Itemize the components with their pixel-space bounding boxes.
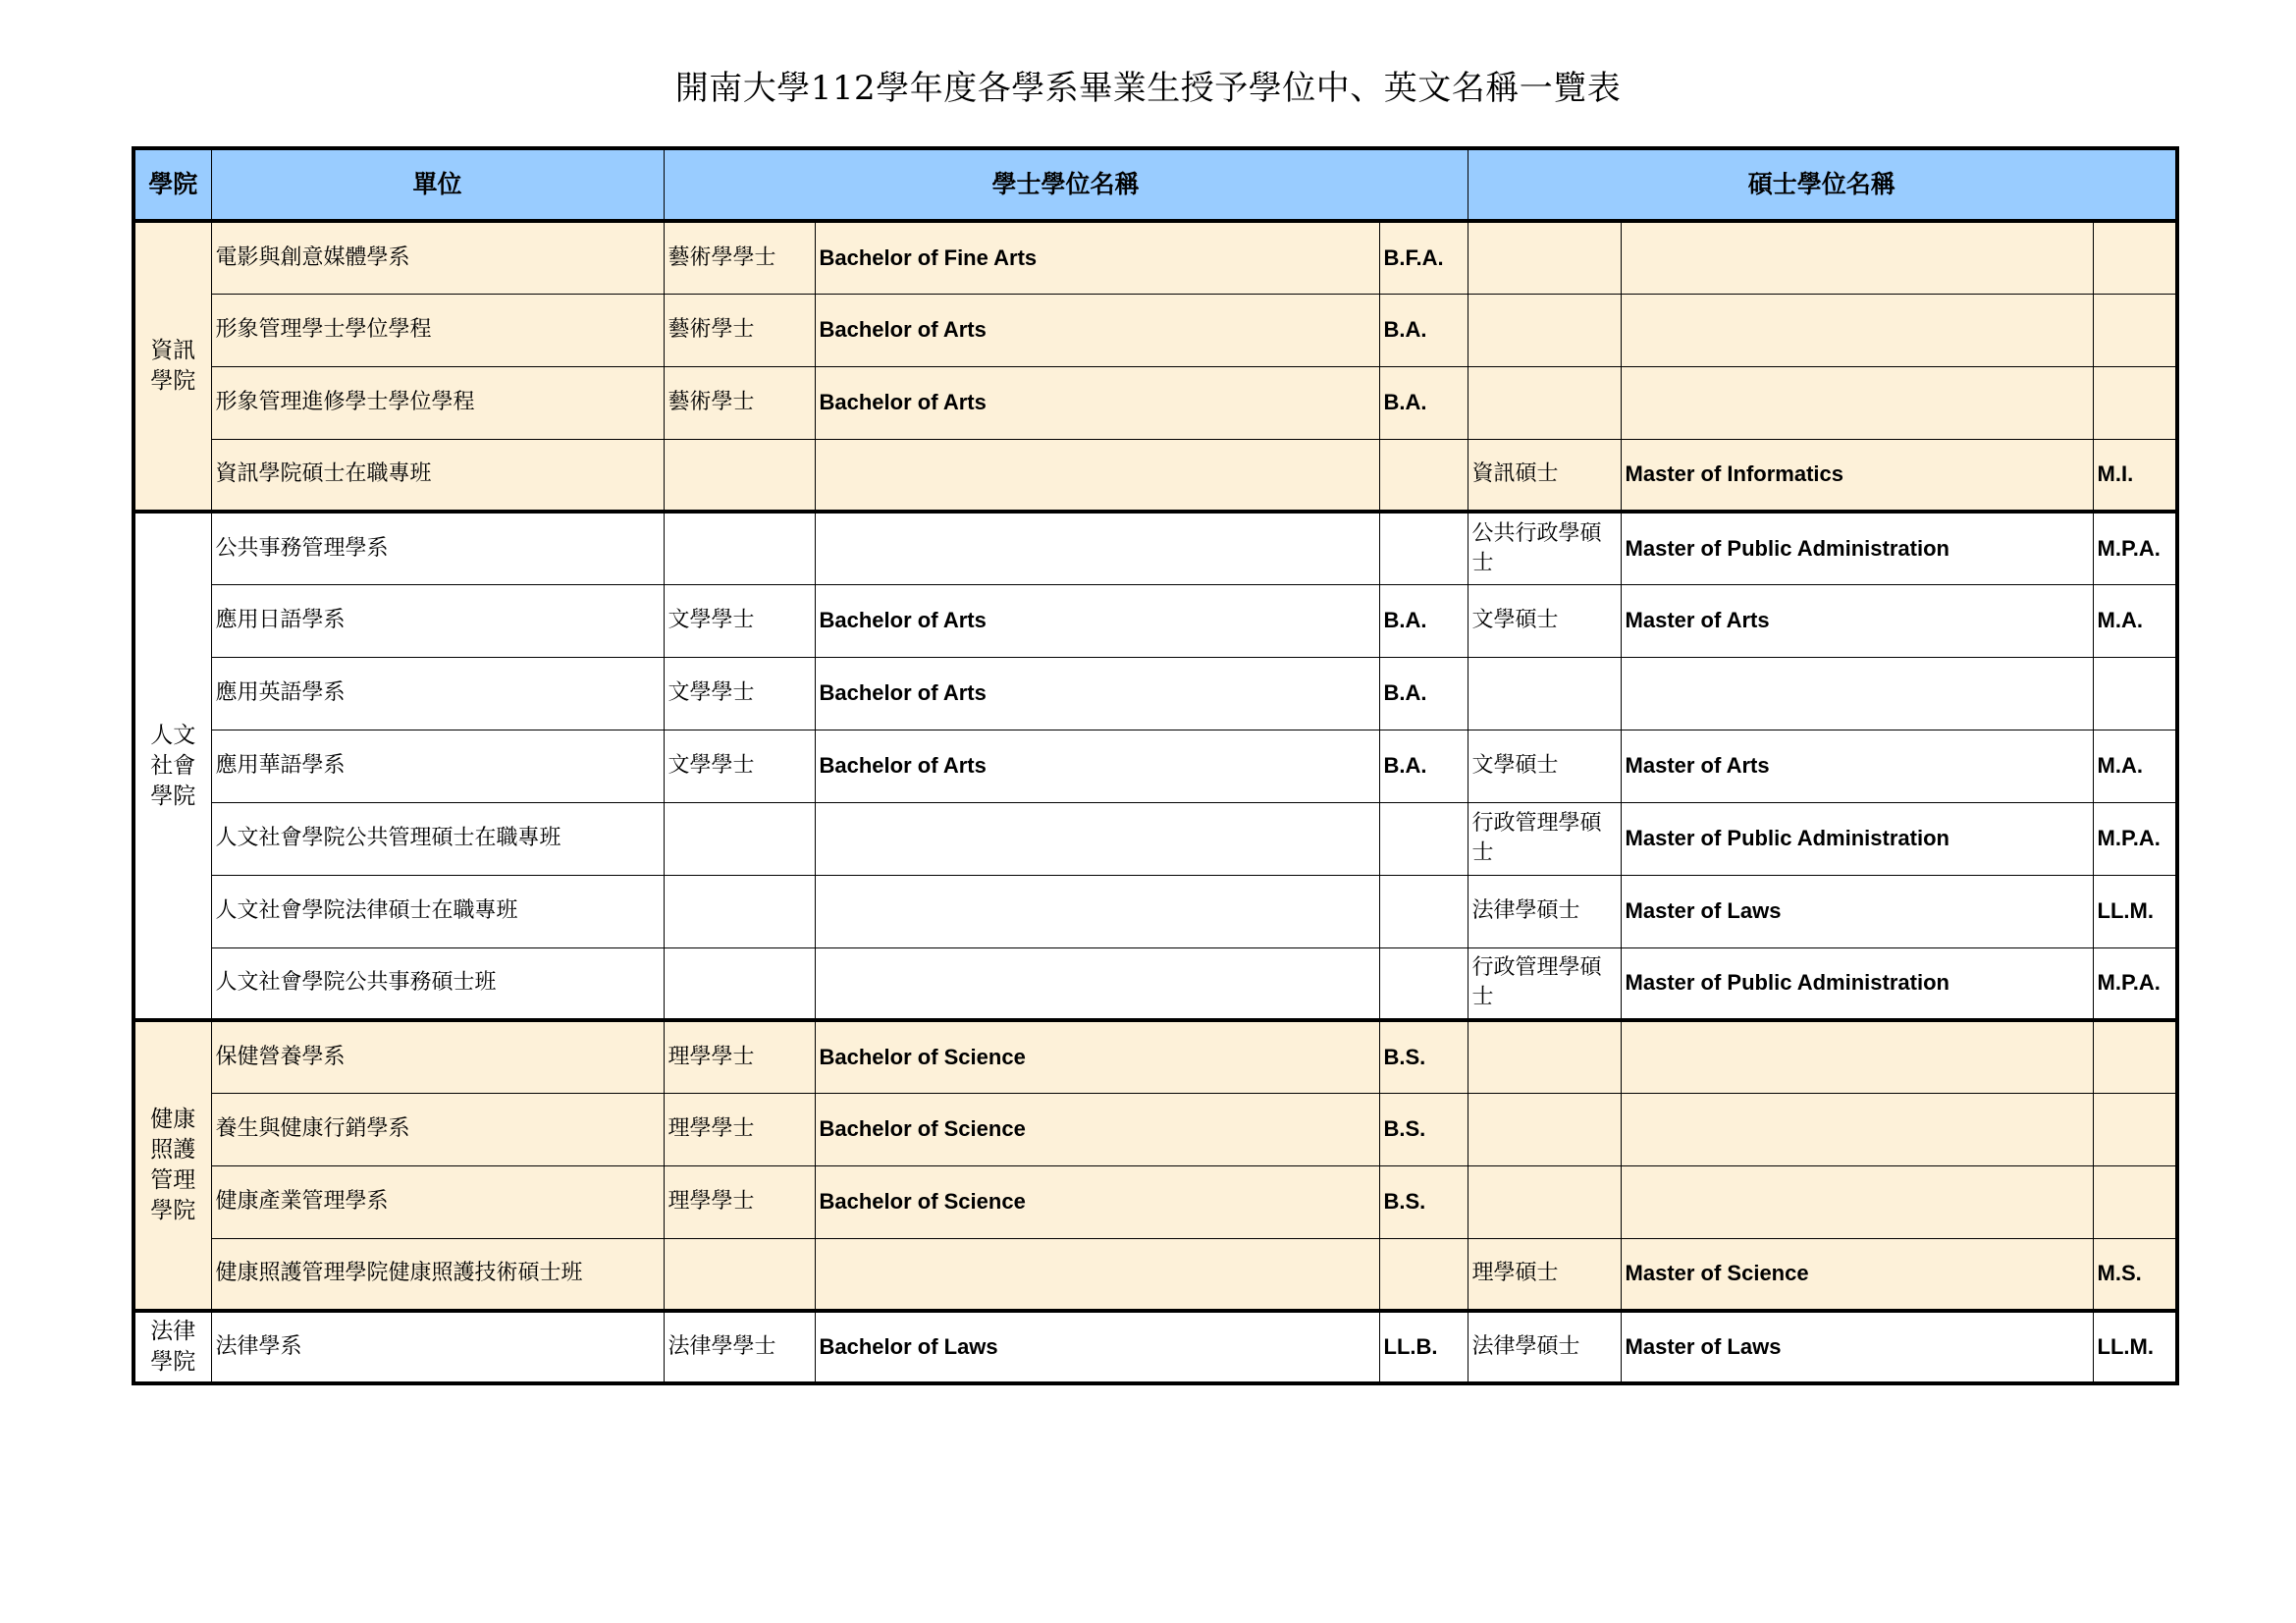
master-en-cell — [1621, 657, 2093, 730]
master-abbr-cell — [2093, 366, 2177, 439]
table-row — [133, 1020, 2177, 1093]
master-en-cell — [1621, 366, 2093, 439]
unit-cell: 健康產業管理學系 — [211, 1165, 664, 1238]
unit-cell: 法律學系 — [211, 1311, 664, 1383]
college-cell: 資訊 學院 — [133, 221, 211, 512]
header-bachelor: 學士學位名稱 — [664, 148, 1468, 221]
unit-cell: 人文社會學院公共事務碩士班 — [211, 947, 664, 1020]
bachelor-zh-cell: 文學學士 — [664, 730, 815, 802]
master-zh-cell — [1468, 657, 1621, 730]
bachelor-zh-cell: 法律學學士 — [664, 1311, 815, 1383]
table-row — [133, 221, 2177, 294]
table-row — [133, 1165, 2177, 1238]
bachelor-en-cell: Bachelor of Arts — [815, 294, 1379, 366]
bachelor-abbr-cell — [1379, 875, 1468, 947]
bachelor-en-cell — [815, 512, 1379, 584]
master-en-cell: Master of Arts — [1621, 584, 2093, 657]
unit-cell: 保健營養學系 — [211, 1020, 664, 1093]
master-zh-cell — [1468, 1020, 1621, 1093]
bachelor-abbr-cell: B.A. — [1379, 294, 1468, 366]
master-en-cell: Master of Laws — [1621, 1311, 2093, 1383]
header-master: 碩士學位名稱 — [1468, 148, 2177, 221]
bachelor-zh-cell — [664, 439, 815, 512]
table-row — [133, 512, 2177, 584]
bachelor-zh-cell: 藝術學士 — [664, 294, 815, 366]
master-zh-cell: 資訊碩士 — [1468, 439, 1621, 512]
master-zh-cell: 文學碩士 — [1468, 584, 1621, 657]
master-en-cell — [1621, 294, 2093, 366]
unit-cell: 應用華語學系 — [211, 730, 664, 802]
table-header-row — [133, 148, 2177, 221]
master-abbr-cell: M.P.A. — [2093, 947, 2177, 1020]
bachelor-zh-cell: 理學學士 — [664, 1093, 815, 1165]
master-en-cell — [1621, 1020, 2093, 1093]
bachelor-en-cell: Bachelor of Arts — [815, 730, 1379, 802]
master-zh-cell — [1468, 1093, 1621, 1165]
master-abbr-cell: LL.M. — [2093, 875, 2177, 947]
master-zh-cell: 行政管理學碩士 — [1468, 802, 1621, 875]
unit-cell: 資訊學院碩士在職專班 — [211, 439, 664, 512]
master-abbr-cell: M.P.A. — [2093, 802, 2177, 875]
master-zh-cell — [1468, 294, 1621, 366]
bachelor-abbr-cell: LL.B. — [1379, 1311, 1468, 1383]
master-en-cell — [1621, 1165, 2093, 1238]
unit-cell: 健康照護管理學院健康照護技術碩士班 — [211, 1238, 664, 1311]
table-row — [133, 730, 2177, 802]
bachelor-zh-cell: 藝術學士 — [664, 366, 815, 439]
bachelor-zh-cell: 理學學士 — [664, 1020, 815, 1093]
table-row — [133, 802, 2177, 875]
unit-cell: 養生與健康行銷學系 — [211, 1093, 664, 1165]
bachelor-en-cell — [815, 947, 1379, 1020]
bachelor-zh-cell — [664, 512, 815, 584]
master-en-cell: Master of Public Administration — [1621, 512, 2093, 584]
master-zh-cell: 行政管理學碩士 — [1468, 947, 1621, 1020]
master-en-cell: Master of Science — [1621, 1238, 2093, 1311]
table-body — [133, 221, 2177, 1383]
table-row — [133, 294, 2177, 366]
master-zh-cell — [1468, 366, 1621, 439]
bachelor-en-cell: Bachelor of Science — [815, 1093, 1379, 1165]
master-abbr-cell: M.P.A. — [2093, 512, 2177, 584]
table-row — [133, 947, 2177, 1020]
master-abbr-cell — [2093, 294, 2177, 366]
table-row — [133, 366, 2177, 439]
bachelor-en-cell — [815, 802, 1379, 875]
master-abbr-cell: LL.M. — [2093, 1311, 2177, 1383]
bachelor-zh-cell — [664, 875, 815, 947]
bachelor-en-cell: Bachelor of Arts — [815, 584, 1379, 657]
table-row — [133, 657, 2177, 730]
bachelor-abbr-cell: B.S. — [1379, 1020, 1468, 1093]
master-abbr-cell: M.S. — [2093, 1238, 2177, 1311]
table-row — [133, 439, 2177, 512]
master-abbr-cell — [2093, 1020, 2177, 1093]
unit-cell: 人文社會學院公共管理碩士在職專班 — [211, 802, 664, 875]
master-zh-cell: 法律學碩士 — [1468, 875, 1621, 947]
bachelor-zh-cell: 文學學士 — [664, 584, 815, 657]
master-abbr-cell — [2093, 1093, 2177, 1165]
table-row — [133, 1093, 2177, 1165]
table-row — [133, 875, 2177, 947]
bachelor-abbr-cell — [1379, 439, 1468, 512]
header-college: 學院 — [133, 148, 211, 221]
unit-cell: 電影與創意媒體學系 — [211, 221, 664, 294]
bachelor-abbr-cell: B.S. — [1379, 1093, 1468, 1165]
bachelor-en-cell: Bachelor of Arts — [815, 657, 1379, 730]
college-cell: 法律 學院 — [133, 1311, 211, 1383]
bachelor-zh-cell — [664, 802, 815, 875]
bachelor-zh-cell — [664, 947, 815, 1020]
bachelor-abbr-cell — [1379, 512, 1468, 584]
master-zh-cell: 法律學碩士 — [1468, 1311, 1621, 1383]
degree-names-table — [132, 146, 2179, 1385]
bachelor-zh-cell — [664, 1238, 815, 1311]
master-zh-cell — [1468, 1165, 1621, 1238]
table-row — [133, 1311, 2177, 1383]
table-row — [133, 584, 2177, 657]
bachelor-abbr-cell: B.A. — [1379, 730, 1468, 802]
header-unit: 單位 — [211, 148, 664, 221]
bachelor-en-cell: Bachelor of Laws — [815, 1311, 1379, 1383]
bachelor-en-cell: Bachelor of Science — [815, 1165, 1379, 1238]
bachelor-zh-cell: 理學學士 — [664, 1165, 815, 1238]
bachelor-abbr-cell: B.S. — [1379, 1165, 1468, 1238]
master-zh-cell: 理學碩士 — [1468, 1238, 1621, 1311]
bachelor-en-cell: Bachelor of Arts — [815, 366, 1379, 439]
bachelor-abbr-cell: B.A. — [1379, 657, 1468, 730]
bachelor-en-cell — [815, 439, 1379, 512]
master-en-cell: Master of Informatics — [1621, 439, 2093, 512]
bachelor-en-cell — [815, 1238, 1379, 1311]
master-en-cell — [1621, 221, 2093, 294]
master-en-cell: Master of Laws — [1621, 875, 2093, 947]
master-zh-cell — [1468, 221, 1621, 294]
bachelor-abbr-cell: B.F.A. — [1379, 221, 1468, 294]
master-abbr-cell: M.A. — [2093, 584, 2177, 657]
bachelor-en-cell: Bachelor of Fine Arts — [815, 221, 1379, 294]
unit-cell: 應用日語學系 — [211, 584, 664, 657]
master-abbr-cell: M.I. — [2093, 439, 2177, 512]
bachelor-zh-cell: 文學學士 — [664, 657, 815, 730]
bachelor-en-cell: Bachelor of Science — [815, 1020, 1379, 1093]
bachelor-en-cell — [815, 875, 1379, 947]
unit-cell: 公共事務管理學系 — [211, 512, 664, 584]
table-row — [133, 1238, 2177, 1311]
unit-cell: 人文社會學院法律碩士在職專班 — [211, 875, 664, 947]
bachelor-abbr-cell: B.A. — [1379, 584, 1468, 657]
master-en-cell: Master of Public Administration — [1621, 947, 2093, 1020]
bachelor-abbr-cell — [1379, 1238, 1468, 1311]
master-abbr-cell — [2093, 1165, 2177, 1238]
unit-cell: 應用英語學系 — [211, 657, 664, 730]
bachelor-abbr-cell: B.A. — [1379, 366, 1468, 439]
master-abbr-cell: M.A. — [2093, 730, 2177, 802]
master-en-cell: Master of Arts — [1621, 730, 2093, 802]
master-abbr-cell — [2093, 221, 2177, 294]
master-abbr-cell — [2093, 657, 2177, 730]
bachelor-zh-cell: 藝術學學士 — [664, 221, 815, 294]
master-zh-cell: 文學碩士 — [1468, 730, 1621, 802]
master-en-cell — [1621, 1093, 2093, 1165]
master-en-cell: Master of Public Administration — [1621, 802, 2093, 875]
master-zh-cell: 公共行政學碩士 — [1468, 512, 1621, 584]
document-title: 開南大學112學年度各學系畢業生授予學位中、英文名稱一覽表 — [674, 69, 1622, 108]
unit-cell: 形象管理學士學位學程 — [211, 294, 664, 366]
bachelor-abbr-cell — [1379, 802, 1468, 875]
bachelor-abbr-cell — [1379, 947, 1468, 1020]
unit-cell: 形象管理進修學士學位學程 — [211, 366, 664, 439]
college-cell: 人文 社會 學院 — [133, 512, 211, 1020]
college-cell: 健康 照護 管理 學院 — [133, 1020, 211, 1311]
